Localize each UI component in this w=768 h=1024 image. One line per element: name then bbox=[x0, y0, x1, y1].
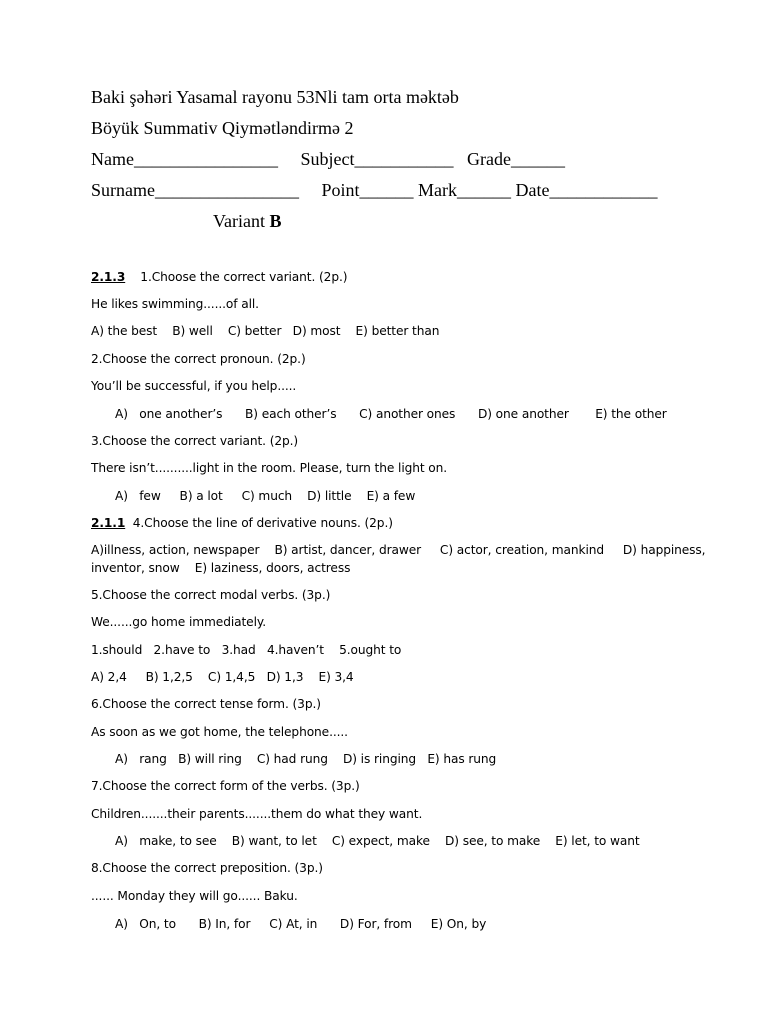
question-3-sentence: There isn’t..........light in the room. Please, turn the light on. bbox=[91, 461, 448, 475]
standard-code: 2.1.1 bbox=[91, 516, 126, 530]
question-6-options bbox=[115, 751, 496, 767]
question-1-sentence: He likes swimming......of all. bbox=[91, 297, 259, 311]
student-info-row-1: Name________________ Subject___________ Grade______ bbox=[91, 149, 565, 169]
question-7-heading: 7.Choose the correct form of the verbs. (3p.) bbox=[91, 779, 360, 793]
question-7-options bbox=[115, 833, 640, 849]
question-2-heading: 2.Choose the correct pronoun. (2p.) bbox=[91, 352, 306, 366]
assessment-title: Böyük Summativ Qiymətləndirmə 2 bbox=[91, 118, 354, 138]
question-5-options: A) 2,4 B) 1,2,5 C) 1,4,5 D) 1,3 E) 3,4 bbox=[91, 670, 354, 684]
question-8-heading: 8.Choose the correct preposition. (3p.) bbox=[91, 861, 323, 875]
option-marker: A) bbox=[115, 917, 128, 931]
option-marker: A) bbox=[115, 407, 128, 421]
question-8-options bbox=[115, 916, 486, 932]
question-3-options bbox=[115, 488, 415, 504]
variant-letter: B bbox=[269, 211, 282, 231]
question-4-options-line-1: A)illness, action, newspaper B) artist, dancer, drawer C) actor, creation, mankind D) happiness, bbox=[91, 543, 706, 557]
school-name: Baki şəhəri Yasamal rayonu 53Nli tam orta məktəb bbox=[91, 87, 459, 107]
question-4-options-line-2: inventor, snow E) laziness, doors, actress bbox=[91, 561, 351, 575]
option-marker: A) bbox=[115, 752, 128, 766]
question-6-heading: 6.Choose the correct tense form. (3p.) bbox=[91, 697, 321, 711]
question-prompt: 4.Choose the line of derivative nouns. (2p.) bbox=[125, 516, 393, 530]
question-8-sentence: ...... Monday they will go...... Baku. bbox=[91, 889, 298, 903]
option-text: rang B) will ring C) had rung D) is ringing E) has rung bbox=[139, 752, 497, 766]
question-2-sentence: You’ll be successful, if you help..... bbox=[91, 379, 297, 393]
question-3-heading: 3.Choose the correct variant. (2p.) bbox=[91, 434, 299, 448]
option-marker: A) bbox=[115, 489, 128, 503]
question-2-options bbox=[115, 406, 667, 422]
question-1-heading bbox=[91, 269, 347, 285]
option-text: few B) a lot C) much D) little E) a few bbox=[139, 489, 416, 503]
question-prompt: 1.Choose the correct variant. (2p.) bbox=[125, 270, 348, 284]
student-info-row-2: Surname________________ Point______ Mark______ Date____________ bbox=[91, 180, 658, 200]
option-text: make, to see B) want, to let C) expect, make D) see, to make E) let, to want bbox=[139, 834, 640, 848]
question-5-heading: 5.Choose the correct modal verbs. (3p.) bbox=[91, 588, 331, 602]
option-text: On, to B) In, for C) At, in D) For, from E) On, by bbox=[139, 917, 487, 931]
variant-label: Variant bbox=[213, 211, 270, 231]
question-6-sentence: As soon as we got home, the telephone..... bbox=[91, 725, 348, 739]
question-5-sentence: We......go home immediately. bbox=[91, 615, 266, 629]
option-text: one another’s B) each other’s C) another ones D) one another E) the other bbox=[139, 407, 667, 421]
question-7-sentence: Children.......their parents.......them do what they want. bbox=[91, 807, 423, 821]
question-4-heading bbox=[91, 515, 393, 531]
question-5-verb-list: 1.should 2.have to 3.had 4.haven’t 5.ought to bbox=[91, 643, 402, 657]
option-marker: A) bbox=[115, 834, 128, 848]
variant-heading bbox=[213, 210, 282, 232]
standard-code: 2.1.3 bbox=[91, 270, 126, 284]
question-1-options: A) the best B) well C) better D) most E) better than bbox=[91, 324, 440, 338]
